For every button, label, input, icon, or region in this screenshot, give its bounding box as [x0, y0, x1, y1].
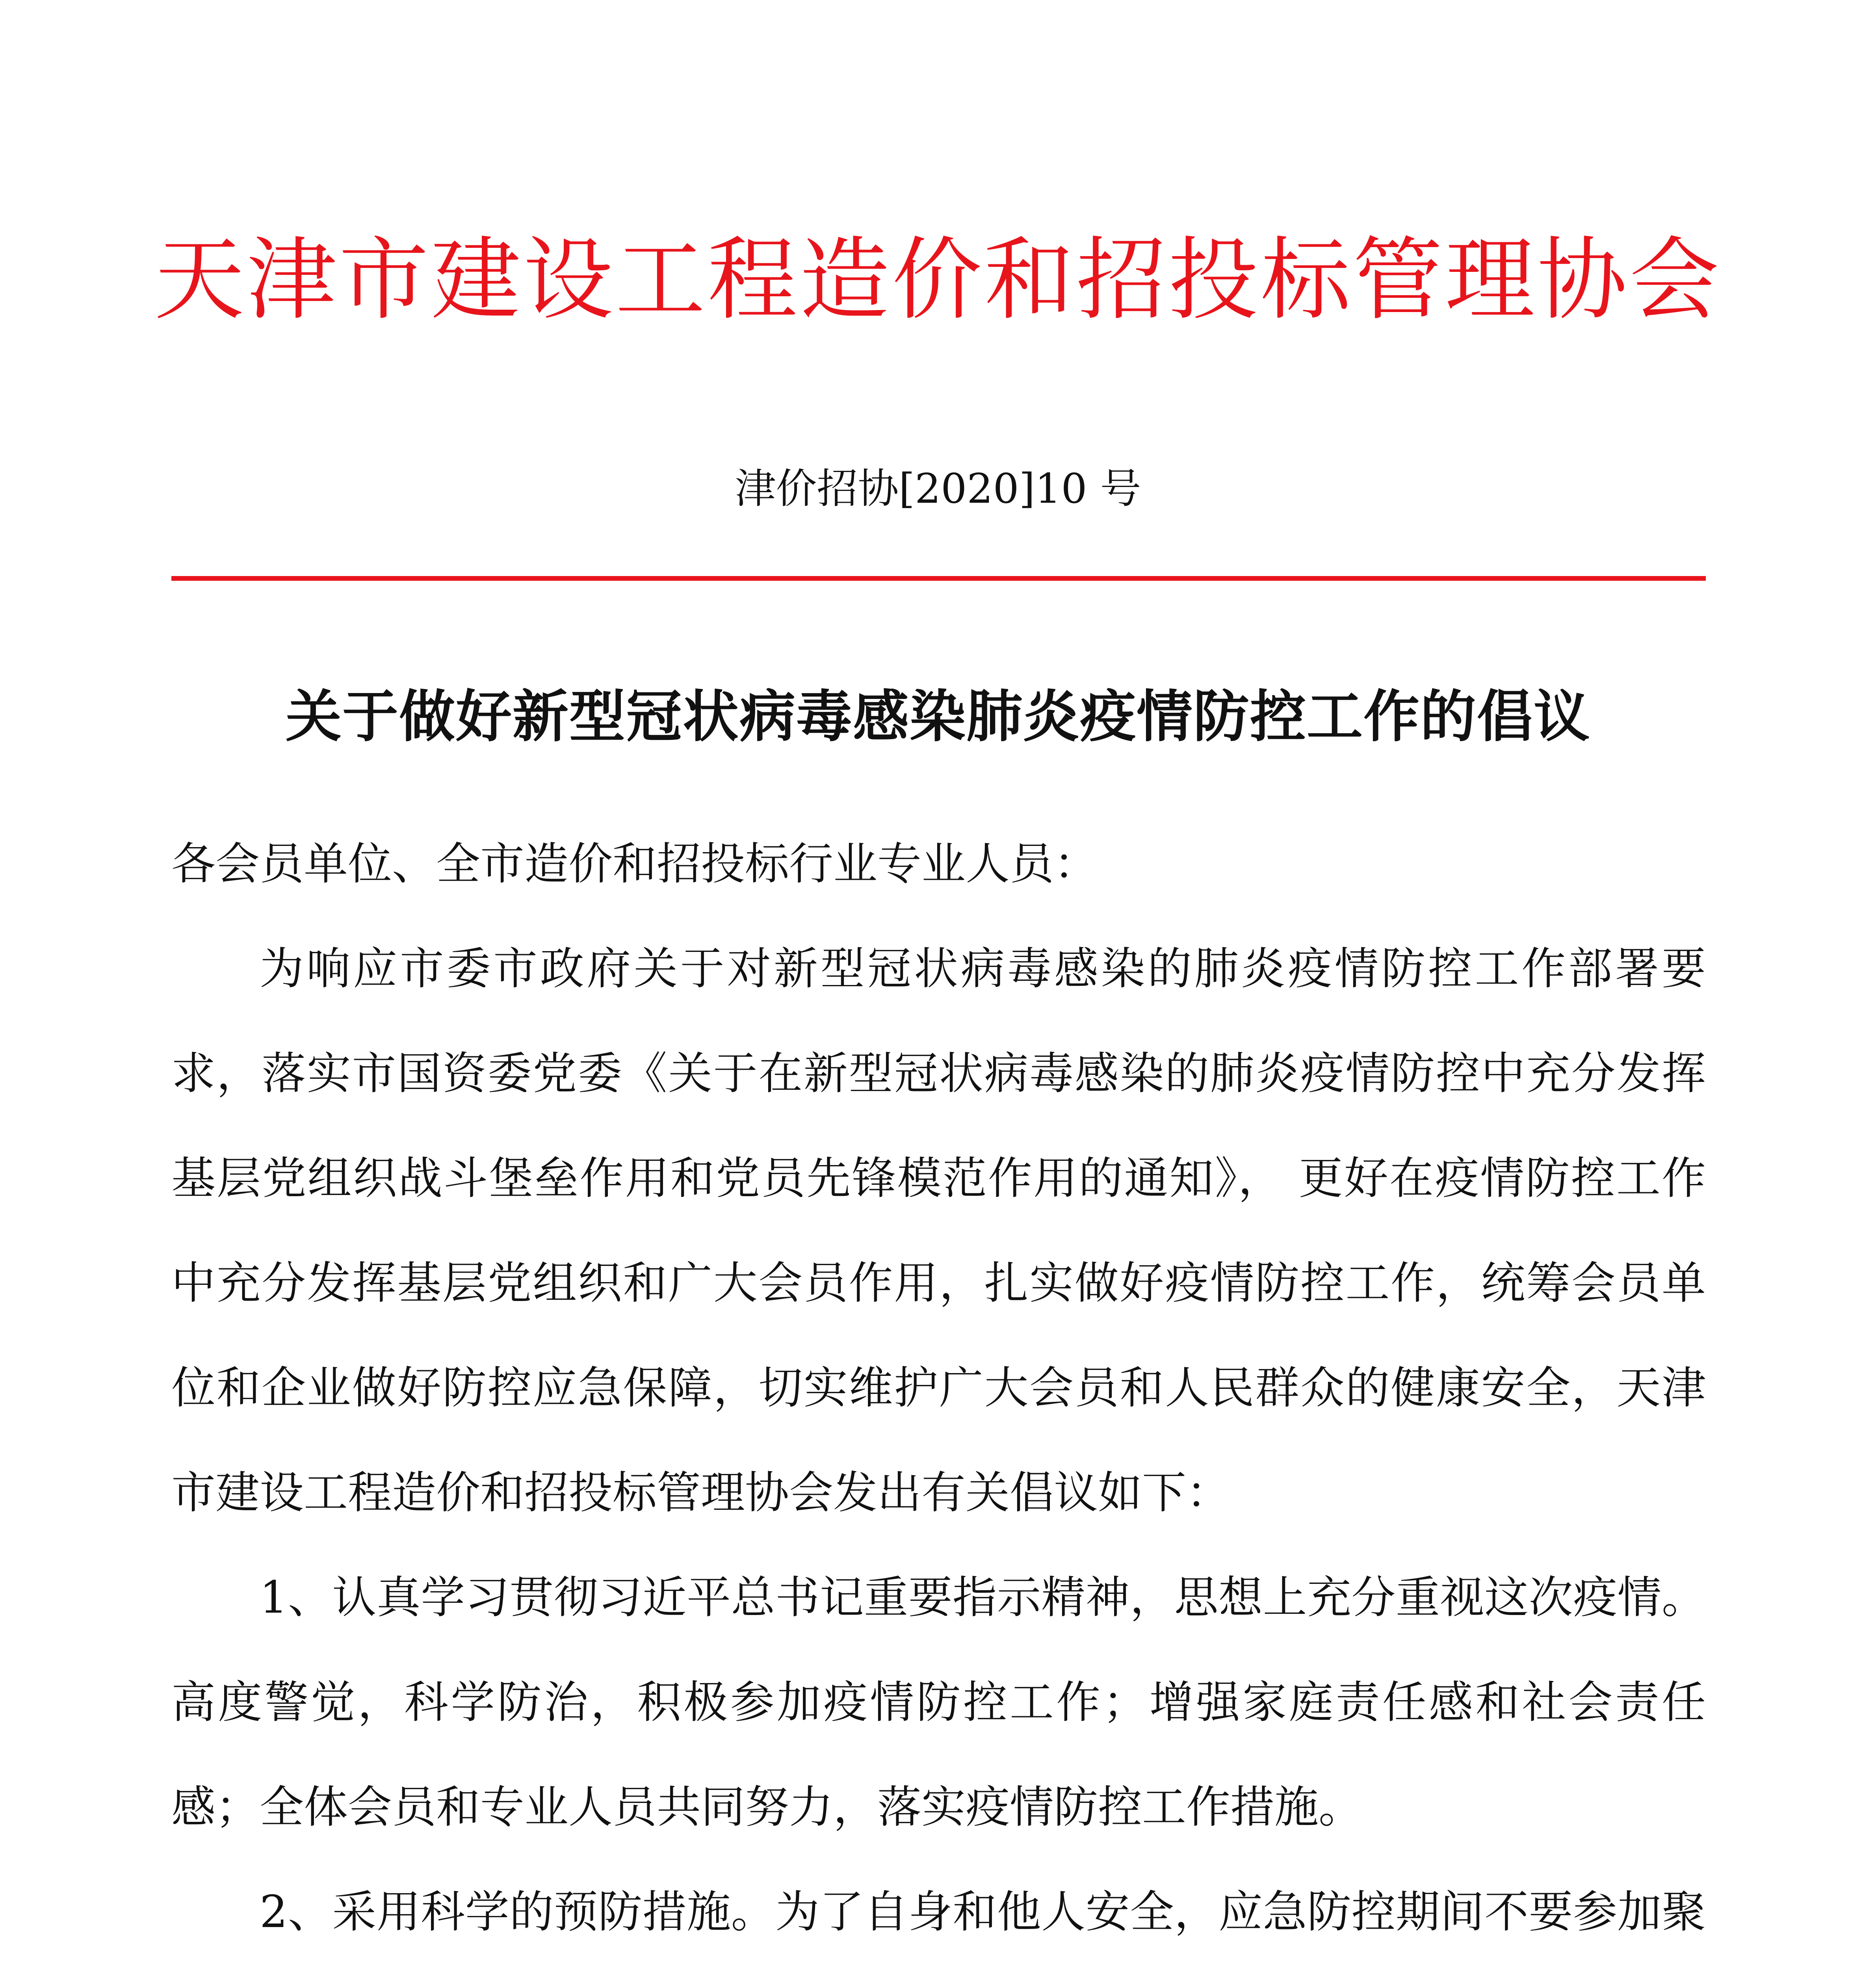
salutation: 各会员单位、全市造价和招投标行业专业人员：: [171, 838, 1098, 890]
document-number: 津价招协[2020]10 号: [735, 465, 1141, 513]
paragraph-item-2: 2、采用科学的预防措施。为了自身和他人安全，应急防控期间不要参加聚: [260, 1886, 1706, 1938]
document-title: 关于做好新型冠状病毒感染肺炎疫情防控工作的倡议: [286, 684, 1590, 749]
red-divider-line: [171, 576, 1706, 581]
paragraph-item-1: 1、认真学习贯彻习近平总书记重要指示精神，思想上充分重视这次疫情。高度警觉，科学防治，积极参加疫情防控工作；增强家庭责任感和社会责任感；全体会员和专业人员共同努力，落实疫情防控工作措施。: [171, 1572, 1706, 1833]
organization-header: 天津市建设工程造价和招投标管理协会: [154, 227, 1722, 332]
paragraph-intro: 为响应市委市政府关于对新型冠状病毒感染的肺炎疫情防控工作部署要求，落实市国资委党委《关于在新型冠状病毒感染的肺炎疫情防控中充分发挥基层党组织战斗堡垒作用和党员先锋模范作用的通知》， 更好在疫情防控工作中充分发挥基层党组织和广大会员作用，扎实做好疫情防控工作，统筹会员单位和企业做好防控应急保障，切实维护广大会员和人民群众的健康安全，天津市建设工程造价和招投标管理协会发出有关倡议如下：: [171, 943, 1706, 1518]
